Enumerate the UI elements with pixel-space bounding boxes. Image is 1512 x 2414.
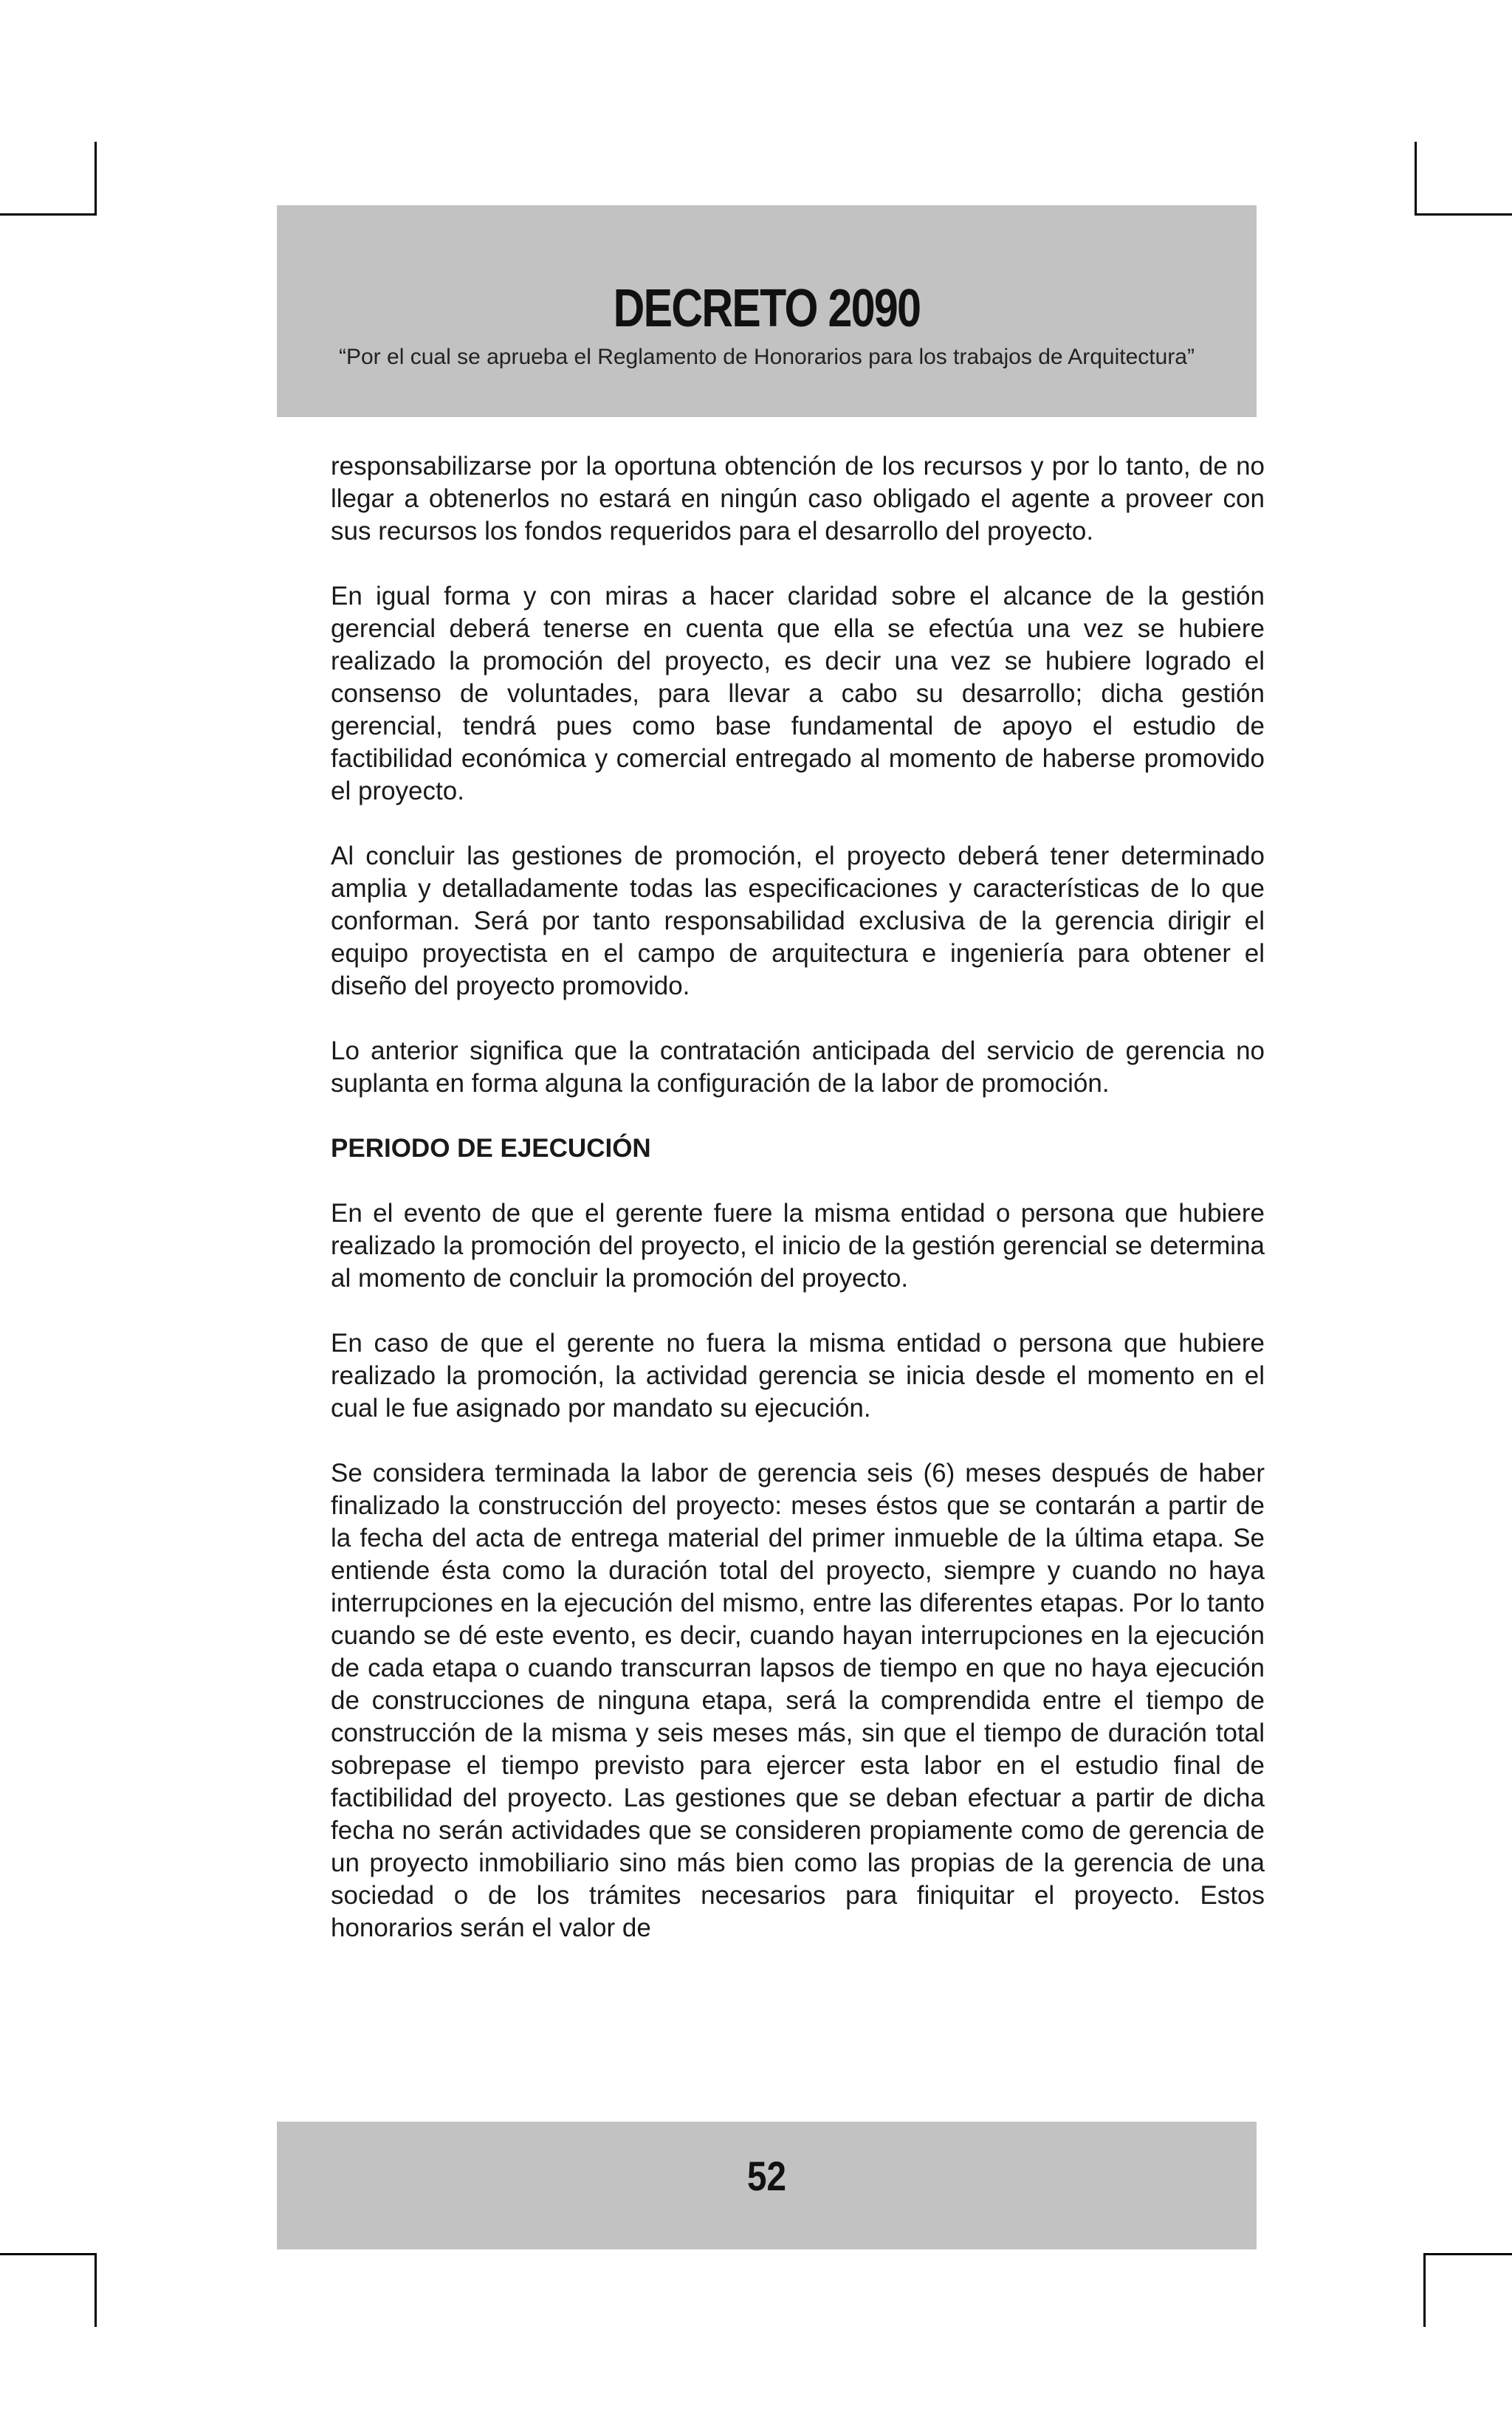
crop-mark-bottom-left-horizontal	[0, 2253, 97, 2255]
page-header	[277, 205, 1257, 417]
body-paragraph: En caso de que el gerente no fuera la misma entidad o persona que hubiere realizado la promoción, la actividad gerencia se inicia desde el momento en el cual le fue asignado por mandato su ejecución.	[331, 1329, 1265, 1423]
body-paragraph: Se considera terminada la labor de gerencia seis (6) meses después de haber finalizado la construcción del proyecto: meses éstos que se contarán a partir de la fecha del acta de entrega material del primer inmueble de la última etapa. Se entiende ésta como la duración total del proyecto, siempre y cuando no haya interrupciones en la ejecución del mismo, entre las diferentes etapas. Por lo tanto cuando se dé este evento, es decir, cuando hayan interrupciones en la ejecución de cada etapa o cuando transcurran lapsos de tiempo en que no haya ejecución de construcciones de ninguna etapa, será la comprendida entre el tiempo de construcción de la misma y seis meses más, sin que el tiempo de duración total sobrepase el tiempo previsto para ejercer esta labor en el estudio final de factibilidad del proyecto. Las gestiones que se deban efectuar a partir de dicha fecha no serán actividades que se consideren propiamente como de gerencia de un proyecto inmobiliario sino más bien como las propias de la gerencia de una sociedad o de los trámites necesarios para finiquitar el proyecto. Estos honorarios serán el valor de	[331, 1459, 1265, 1942]
crop-mark-bottom-right-horizontal	[1423, 2253, 1512, 2255]
crop-mark-top-left-vertical	[94, 142, 97, 216]
crop-mark-bottom-right-vertical	[1423, 2253, 1426, 2327]
crop-mark-top-left-horizontal	[0, 213, 97, 216]
crop-mark-top-right-vertical	[1415, 142, 1417, 216]
document-subtitle: “Por el cual se aprueba el Reglamento de Honorarios para los trabajos de Arquitectura”	[339, 345, 1195, 369]
page-number: 52	[747, 2153, 786, 2199]
page-footer	[277, 2122, 1257, 2249]
body-paragraph: En el evento de que el gerente fuere la misma entidad o persona que hubiere realizado la promoción del proyecto, el inicio de la gestión gerencial se determina al momento de concluir la promoción del proyecto.	[331, 1199, 1265, 1293]
body-paragraph: En igual forma y con miras a hacer claridad sobre el alcance de la gestión gerencial deberá tenerse en cuenta que ella se efectúa una vez se hubiere realizado la promoción del proyecto, es decir una vez se hubiere logrado el consenso de voluntades, para llevar a cabo su desarrollo; dicha gestión gerencial, tendrá pues como base fundamental de apoyo el estudio de factibilidad económica y comercial entregado al momento de haberse promovido el proyecto.	[331, 582, 1265, 805]
body-paragraph: Lo anterior significa que la contratación anticipada del servicio de gerencia no suplanta en forma alguna la configuración de la labor de promoción.	[331, 1036, 1265, 1098]
document-title: DECRETO 2090	[613, 279, 921, 338]
crop-mark-bottom-left-vertical	[94, 2253, 97, 2327]
page-body	[331, 450, 1265, 1977]
section-heading: PERIODO DE EJECUCIÓN	[331, 1134, 651, 1163]
body-paragraph: responsabilizarse por la oportuna obtención de los recursos y por lo tanto, de no llegar a obtenerlos no estará en ningún caso obligado el agente a proveer con sus recursos los fondos requeridos para el desarrollo del proyecto.	[331, 452, 1265, 546]
crop-mark-top-right-horizontal	[1415, 213, 1512, 216]
body-paragraph: Al concluir las gestiones de promoción, el proyecto deberá tener determinado amplia y detalladamente todas las especificaciones y características de lo que conforman. Será por tanto responsabilidad exclusiva de la gerencia dirigir el equipo proyectista en el campo de arquitectura e ingeniería para obtener el diseño del proyecto promovido.	[331, 842, 1265, 1000]
